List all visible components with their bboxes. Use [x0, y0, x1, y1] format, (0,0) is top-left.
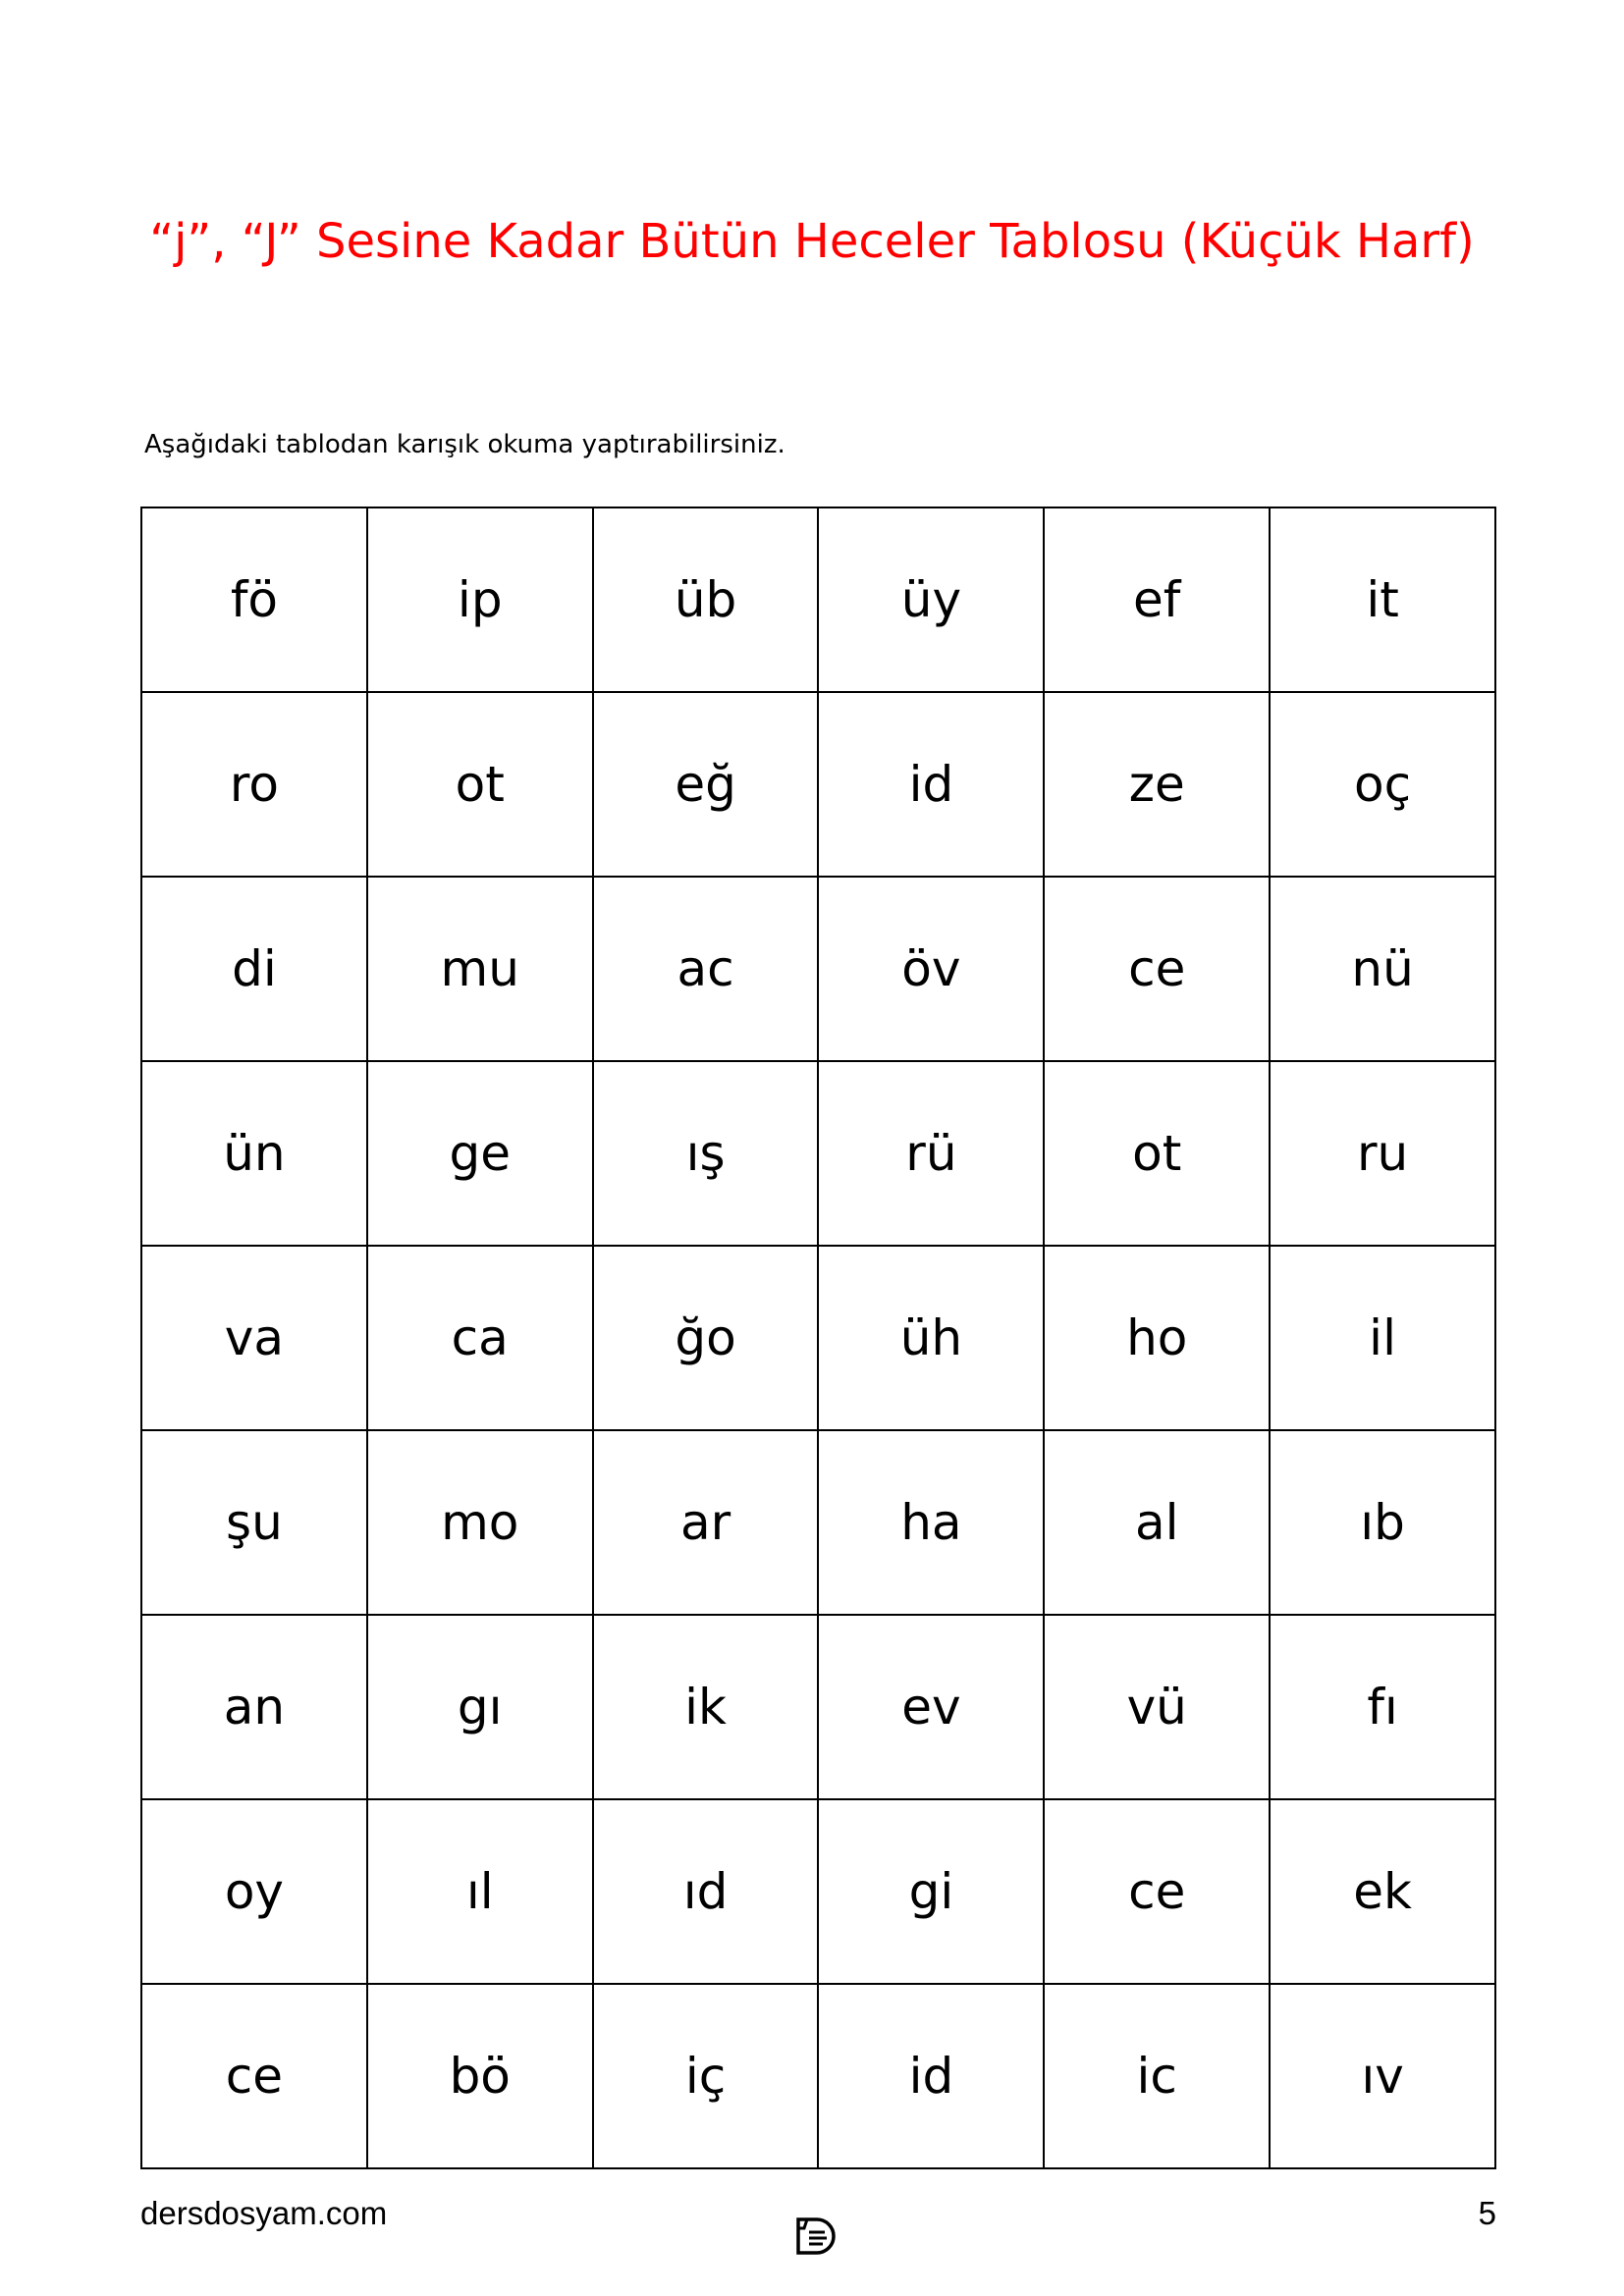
syllable-cell: ot [1044, 1061, 1270, 1246]
syllable-cell: öv [818, 877, 1044, 1061]
syllable-cell: üh [818, 1246, 1044, 1430]
syllable-cell: ca [367, 1246, 593, 1430]
syllable-cell: şu [141, 1430, 367, 1615]
table-row [141, 877, 1495, 1061]
table-row [141, 1246, 1495, 1430]
table-row [141, 692, 1495, 877]
syllable-cell: oç [1270, 692, 1495, 877]
syllable-cell: ıd [593, 1799, 819, 1984]
syllable-cell: ic [1044, 1984, 1270, 2168]
syllable-cell: ev [818, 1615, 1044, 1799]
table-row [141, 1799, 1495, 1984]
syllable-cell: ik [593, 1615, 819, 1799]
syllable-cell: it [1270, 507, 1495, 692]
syllable-cell: ac [593, 877, 819, 1061]
syllable-cell: ce [141, 1984, 367, 2168]
syllable-cell: rü [818, 1061, 1044, 1246]
page-title: “j”, “J” Sesine Kadar Bütün Heceler Tablosu (Küçük Harf) [149, 214, 1475, 269]
syllable-cell: ot [367, 692, 593, 877]
syllable-cell: oy [141, 1799, 367, 1984]
syllable-cell: ün [141, 1061, 367, 1246]
syllable-cell: id [818, 692, 1044, 877]
footer-site: dersdosyam.com [140, 2195, 388, 2231]
syllable-cell: fı [1270, 1615, 1495, 1799]
syllable-cell: ha [818, 1430, 1044, 1615]
syllable-cell: al [1044, 1430, 1270, 1615]
syllable-cell: vü [1044, 1615, 1270, 1799]
syllable-cell: di [141, 877, 367, 1061]
syllable-cell: ho [1044, 1246, 1270, 1430]
syllable-cell: fö [141, 507, 367, 692]
syllable-cell: il [1270, 1246, 1495, 1430]
syllable-cell: ış [593, 1061, 819, 1246]
syllable-table [140, 507, 1496, 2169]
syllable-cell: ze [1044, 692, 1270, 877]
instruction-text: Aşağıdaki tablodan karışık okuma yaptırabilirsiniz. [144, 430, 785, 459]
syllable-cell: bö [367, 1984, 593, 2168]
syllable-cell: gi [818, 1799, 1044, 1984]
syllable-cell: ek [1270, 1799, 1495, 1984]
syllable-cell: ıb [1270, 1430, 1495, 1615]
syllable-cell: iç [593, 1984, 819, 2168]
syllable-cell: ru [1270, 1061, 1495, 1246]
syllable-cell: eğ [593, 692, 819, 877]
syllable-cell: an [141, 1615, 367, 1799]
table-row [141, 1615, 1495, 1799]
syllable-cell: üb [593, 507, 819, 692]
syllable-cell: gı [367, 1615, 593, 1799]
syllable-cell: nü [1270, 877, 1495, 1061]
syllable-cell: va [141, 1246, 367, 1430]
syllable-cell: ge [367, 1061, 593, 1246]
table-row [141, 1430, 1495, 1615]
syllable-cell: ro [141, 692, 367, 877]
syllable-cell: ıl [367, 1799, 593, 1984]
syllable-cell: mu [367, 877, 593, 1061]
syllable-cell: mo [367, 1430, 593, 1615]
syllable-cell: üy [818, 507, 1044, 692]
syllable-cell: ce [1044, 877, 1270, 1061]
syllable-cell: ğo [593, 1246, 819, 1430]
syllable-cell: ef [1044, 507, 1270, 692]
syllable-cell: ar [593, 1430, 819, 1615]
table-row [141, 1061, 1495, 1246]
table-row [141, 507, 1495, 692]
syllable-cell: id [818, 1984, 1044, 2168]
syllable-cell: ce [1044, 1799, 1270, 1984]
syllable-cell: ip [367, 507, 593, 692]
document-logo-icon [795, 2216, 839, 2256]
page-number: 5 [1478, 2195, 1496, 2231]
table-row [141, 1984, 1495, 2168]
syllable-cell: ıv [1270, 1984, 1495, 2168]
